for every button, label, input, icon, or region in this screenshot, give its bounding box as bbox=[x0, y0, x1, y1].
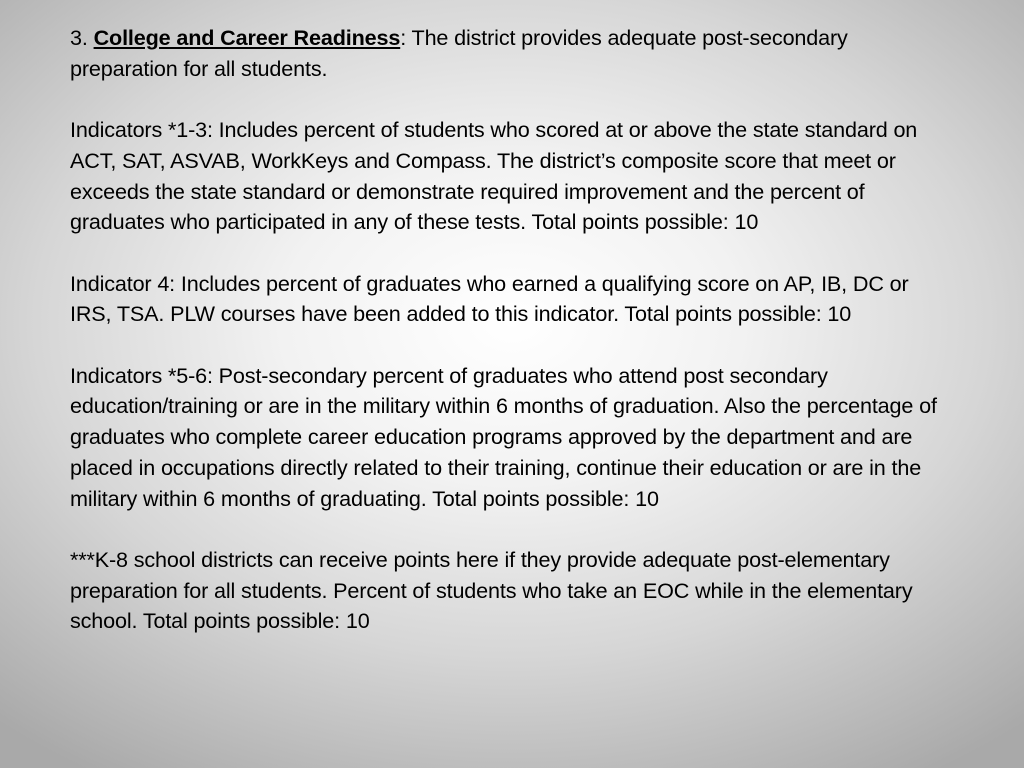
k8-note-paragraph: ***K-8 school districts can receive points here if they provide adequate post-elementary preparation for all students. Percent of students who take an EOC while in the elementary school. Total points possible: 10 bbox=[70, 546, 913, 634]
indicators-5-6-paragraph: Indicators *5-6: Post-secondary percent of graduates who attend post secondary education/training or are in the military within 6 months of graduation. Also the percentage of graduates who complete career education programs approved by the department and are placed in occupations directly related to their training, continue their education or are in the military within 6 months of graduating. Total points possible: 10 bbox=[70, 362, 937, 511]
section-number: 3. bbox=[70, 25, 88, 50]
section-intro bbox=[70, 23, 940, 84]
indicator-4-paragraph: Indicator 4: Includes percent of graduates who earned a qualifying score on AP, IB, DC or IRS, TSA. PLW courses have been added to this indicator. Total points possible: 10 bbox=[70, 270, 909, 327]
section-intro-text: : The district provides adequate post-secondary preparation for all students. bbox=[70, 25, 848, 81]
indicators-1-3-paragraph: Indicators *1-3: Includes percent of students who scored at or above the state standard on ACT, SAT, ASVAB, WorkKeys and Compass. The district’s composite score that meet or exceeds the state standard or demonstrate required improvement and the percent of graduates who participated in any of these tests. Total points possible: 10 bbox=[70, 117, 918, 235]
section-heading: College and Career Readiness bbox=[93, 25, 401, 50]
slide-body bbox=[70, 23, 940, 668]
